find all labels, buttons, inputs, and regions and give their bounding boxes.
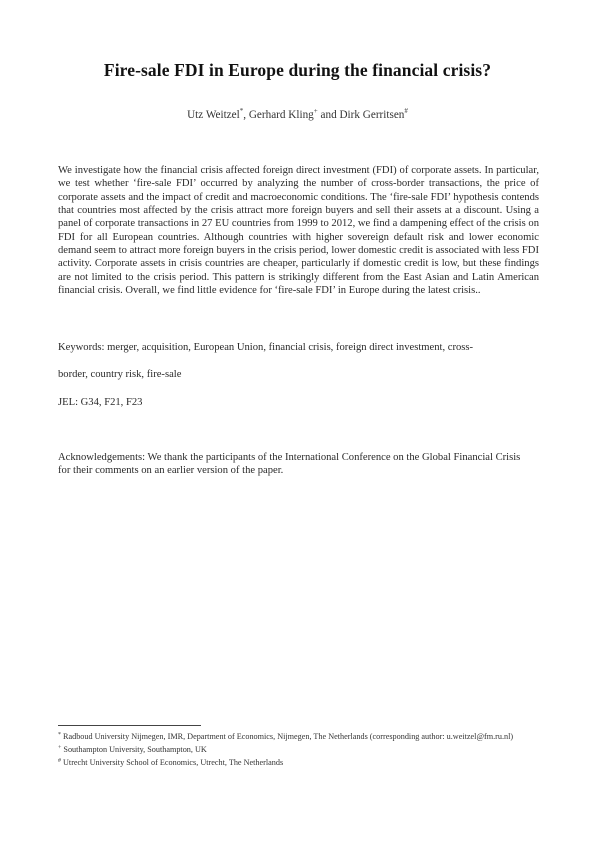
footnote-text: Radboud University Nijmegen, IMR, Department of Economics, Nijmegen, The Netherlands (corresponding author: u.weitzel@fm.ru.nl) bbox=[63, 732, 514, 741]
abstract-paragraph: We investigate how the financial crisis affected foreign direct investment (FDI) of corporate assets. In particular, we test whether ‘fire-sale FDI’ occurred by analyzing the number of cross-border transactions, the price of corporate assets and the impact of credit and macroeconomic conditions. The ‘fire-sale FDI’ hypothesis contends that countries most affected by the crisis attract more foreign buyers and sell their assets at a discount. Using a panel of corporate transactions in 27 EU countries from 1999 to 2012, we find a dampening effect of the crisis on FDI for all European countries. Although countries with higher sovereign default risk and lower economic demand seem to attract more foreign buyers in the crisis period, lower domestic credit is associated with less FDI activity. Corporate assets in crisis countries are cheaper, particularly if domestic credit is low, but these findings are not limited to the crisis period. This pattern is strikingly different from the East Asian and Latin American financial crisis. Overall, we find little evidence for ‘fire-sale FDI’ in Europe during the latest crisis.. bbox=[58, 165, 539, 297]
footnote bbox=[58, 757, 538, 768]
author-line bbox=[0, 109, 595, 121]
jel-codes: JEL: G34, F21, F23 bbox=[58, 397, 143, 408]
footnote bbox=[58, 744, 538, 755]
author-name: Gerhard Kling bbox=[248, 109, 314, 121]
footnote bbox=[58, 731, 538, 742]
footnote-mark: + bbox=[58, 745, 62, 752]
footnote-mark: * bbox=[58, 732, 61, 738]
author-separator: , bbox=[243, 109, 249, 121]
paper-title: Fire-sale FDI in Europe during the financial crisis? bbox=[103, 60, 492, 80]
affiliation-mark: # bbox=[404, 107, 408, 115]
keywords-line: border, country risk, fire-sale bbox=[58, 369, 182, 380]
author-name: Dirk Gerritsen bbox=[339, 109, 405, 121]
acknowledgements-paragraph: Acknowledgements: We thank the participants of the International Conference on the Global Financial Crisis for their comments on an earlier version of the paper. bbox=[58, 452, 521, 477]
footnotes bbox=[58, 731, 538, 769]
footnote-mark: # bbox=[58, 758, 61, 765]
affiliation-mark: * bbox=[239, 107, 244, 115]
footnote-text: Southampton University, Southampton, UK bbox=[63, 745, 207, 755]
footnote-text: Utrecht University School of Economics, Utrecht, The Netherlands bbox=[63, 758, 284, 768]
author-separator: and bbox=[317, 109, 340, 121]
keywords-line: Keywords: merger, acquisition, European Union, financial crisis, foreign direct investment, cross- bbox=[58, 342, 474, 353]
affiliation-mark: + bbox=[313, 107, 318, 115]
author-name: Utz Weitzel bbox=[187, 109, 240, 121]
footnote-divider bbox=[58, 725, 201, 726]
